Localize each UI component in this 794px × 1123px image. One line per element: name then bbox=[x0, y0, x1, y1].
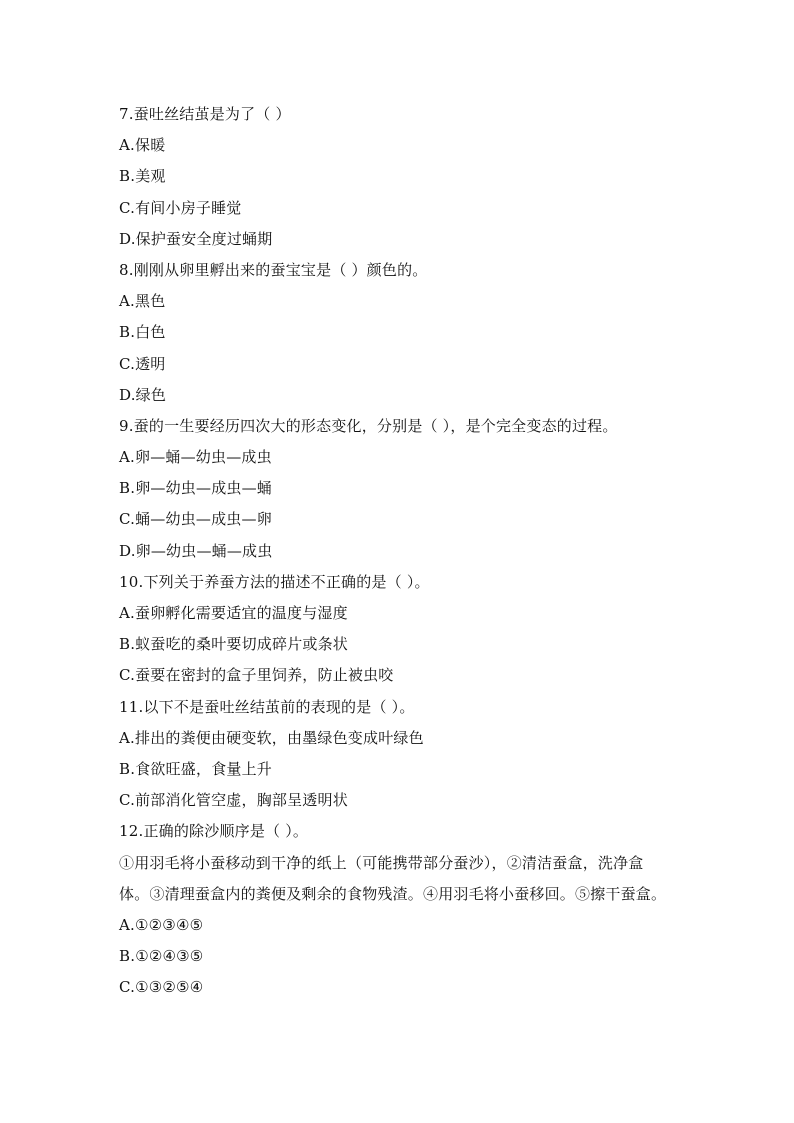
question-12-stem: 12.正确的除沙顺序是（ ）。 bbox=[119, 822, 309, 841]
question-11-option-a: A.排出的粪便由硬变软，由墨绿色变成叶绿色 bbox=[119, 728, 424, 747]
question-9-option-b: B.卵—幼虫—成虫—蛹 bbox=[119, 479, 272, 498]
question-8-option-b: B.白色 bbox=[119, 323, 166, 342]
question-11-option-c: C.前部消化管空虚，胸部呈透明状 bbox=[119, 791, 348, 810]
question-11-option-b: B.食欲旺盛，食量上升 bbox=[119, 759, 272, 778]
question-12-option-c: C.①③②⑤④ bbox=[119, 978, 204, 997]
question-12-option-a: A.①②③④⑤ bbox=[119, 915, 204, 934]
question-9-option-a: A.卵—蛹—幼虫—成虫 bbox=[119, 448, 272, 467]
question-8-option-d: D.绿色 bbox=[119, 385, 167, 404]
question-9-stem: 9.蚕的一生要经历四次大的形态变化，分别是（ ），是个完全变态的过程。 bbox=[119, 416, 618, 435]
question-8-option-c: C.透明 bbox=[119, 354, 166, 373]
question-7-option-d: D.保护蚕安全度过蛹期 bbox=[119, 229, 273, 248]
question-12-paragraph-line-1: ①用羽毛将小蚕移动到干净的纸上（可能携带部分蚕沙），②清洁蚕盒，洗净盒 bbox=[119, 853, 644, 872]
question-12-paragraph-line-2: 体。③清理蚕盒内的粪便及剩余的食物残渣。④用羽毛将小蚕移回。⑤擦干蚕盒。 bbox=[119, 884, 667, 903]
question-10-option-b: B.蚁蚕吃的桑叶要切成碎片或条状 bbox=[119, 635, 348, 654]
question-7-option-c: C.有间小房子睡觉 bbox=[119, 198, 242, 217]
question-7-stem: 7.蚕吐丝结茧是为了（ ） bbox=[119, 105, 291, 123]
question-8-stem: 8.刚刚从卵里孵出来的蚕宝宝是（ ）颜色的。 bbox=[119, 260, 428, 279]
question-11-stem: 11.以下不是蚕吐丝结茧前的表现的是（ ）。 bbox=[119, 697, 415, 716]
question-10-option-a: A.蚕卵孵化需要适宜的温度与湿度 bbox=[119, 604, 348, 622]
question-10-stem: 10.下列关于养蚕方法的描述不正确的是（ ）。 bbox=[119, 572, 430, 591]
question-10-option-c: C.蚕要在密封的盒子里饲养，防止被虫咬 bbox=[119, 666, 394, 685]
question-list bbox=[119, 99, 679, 1003]
question-9-option-d: D.卵—幼虫—蛹—成虫 bbox=[119, 541, 273, 560]
question-7-option-a: A.保暖 bbox=[119, 136, 166, 155]
question-7-option-b: B.美观 bbox=[119, 167, 166, 186]
question-9-option-c: C.蛹—幼虫—成虫—卵 bbox=[119, 510, 272, 529]
question-12-option-b: B.①②④③⑤ bbox=[119, 947, 204, 966]
question-8-option-a: A.黑色 bbox=[119, 292, 166, 311]
